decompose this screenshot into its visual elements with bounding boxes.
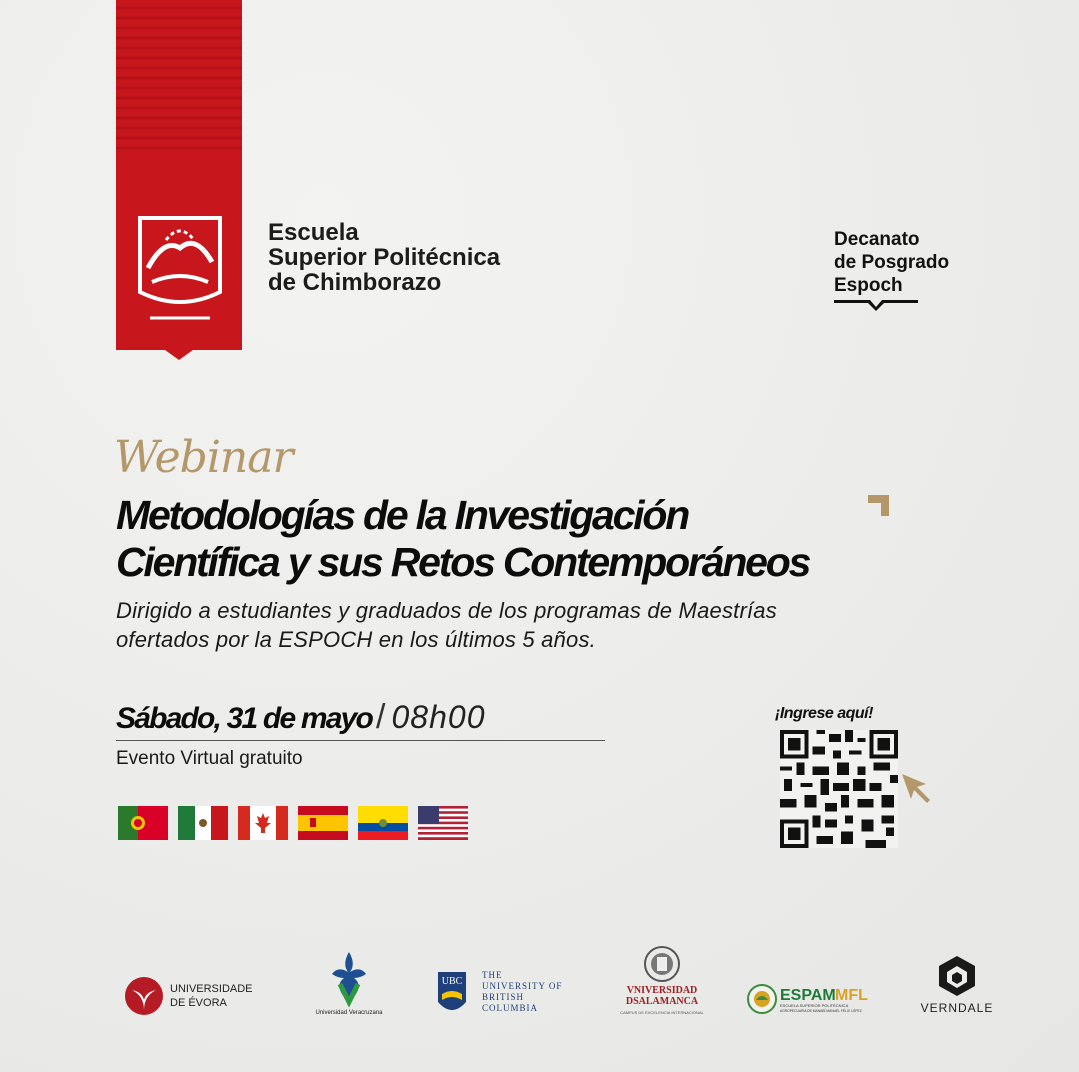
ubc-name-line-4: COLUMBIA bbox=[482, 1003, 539, 1013]
event-subtitle-line-1: Dirigido a estudiantes y graduados de los programas de Maestrías bbox=[116, 598, 777, 623]
event-date: Sábado, 31 de mayo bbox=[116, 702, 373, 735]
register-label: ¡Ingrese aquí! bbox=[775, 705, 873, 722]
salamanca-campus: CAMPUS DE EXCELENCIA INTERNACIONAL bbox=[620, 1010, 704, 1015]
registration-qr-code[interactable] bbox=[780, 730, 898, 848]
salamanca-name-line-2: DSALAMANCA bbox=[625, 996, 699, 1007]
usa-flag-icon bbox=[418, 806, 468, 840]
espam-name: ESPAM bbox=[780, 987, 836, 1004]
decanato-line-1: Decanato bbox=[834, 229, 920, 250]
ecuador-flag-icon bbox=[358, 806, 408, 840]
school-name-line-1: Escuela bbox=[268, 219, 359, 246]
gold-corner-accent bbox=[868, 495, 889, 516]
veracruzana-name: Universidad Veracruzana bbox=[315, 1010, 383, 1016]
event-title bbox=[116, 492, 809, 586]
verndale-logo bbox=[912, 954, 1002, 1016]
mexico-flag-icon bbox=[178, 806, 228, 840]
webinar-label: Webinar bbox=[114, 432, 293, 483]
espam-sub-line-1: ESCUELA SUPERIOR POLITÉCNICA bbox=[780, 1003, 849, 1008]
event-subtitle bbox=[116, 596, 777, 654]
salamanca-logo bbox=[612, 944, 712, 1020]
decanato-line-3: Espoch bbox=[834, 275, 903, 296]
event-date-time bbox=[116, 698, 485, 737]
event-title-line-2: Científica y sus Retos Contemporáneos bbox=[116, 539, 810, 585]
event-time: 08h00 bbox=[391, 699, 486, 735]
canada-flag-icon bbox=[238, 806, 288, 840]
country-flags bbox=[118, 806, 468, 840]
espam-sub-line-2: AGROPECUARIA DE MANABÍ MANUEL FÉLIX LÓPEZ bbox=[780, 1009, 862, 1013]
portugal-flag-icon bbox=[118, 806, 168, 840]
evora-name-line-2: DE ÉVORA bbox=[170, 997, 227, 1009]
ubc-name-line-1: THE bbox=[482, 970, 503, 980]
event-title-line-1: Metodologías de la Investigación bbox=[116, 492, 689, 538]
verndale-name: VERNDALE bbox=[920, 1001, 994, 1015]
espoch-banner-logo bbox=[116, 0, 242, 360]
espam-mfl: MFL bbox=[835, 987, 868, 1004]
school-name-line-3: de Chimborazo bbox=[268, 269, 442, 296]
event-modality: Evento Virtual gratuito bbox=[116, 748, 303, 769]
decanato-line-2: de Posgrado bbox=[834, 252, 950, 273]
date-separator: / bbox=[376, 698, 386, 736]
cursor-arrow-icon bbox=[900, 772, 934, 806]
salamanca-name-line-1: VNIVERSIDAD bbox=[626, 985, 698, 996]
evora-name-line-1: UNIVERSIDADE bbox=[170, 983, 253, 995]
spain-flag-icon bbox=[298, 806, 348, 840]
ubc-logo bbox=[436, 968, 586, 1020]
decanato-logo bbox=[834, 228, 949, 297]
veracruzana-logo bbox=[304, 948, 394, 1018]
ubc-badge-text: UBC bbox=[441, 976, 463, 987]
event-subtitle-line-2: ofertados por la ESPOCH en los últimos 5 años. bbox=[116, 627, 596, 652]
evora-logo bbox=[124, 976, 264, 1016]
partner-logos bbox=[0, 940, 1079, 1030]
ubc-name-line-3: BRITISH bbox=[482, 992, 525, 1002]
book-icon bbox=[834, 298, 918, 312]
school-name-line-2: Superior Politécnica bbox=[268, 244, 501, 271]
date-divider bbox=[116, 740, 605, 741]
school-name bbox=[268, 220, 500, 295]
espam-logo bbox=[746, 982, 876, 1016]
ubc-name-line-2: UNIVERSITY OF bbox=[482, 981, 563, 991]
